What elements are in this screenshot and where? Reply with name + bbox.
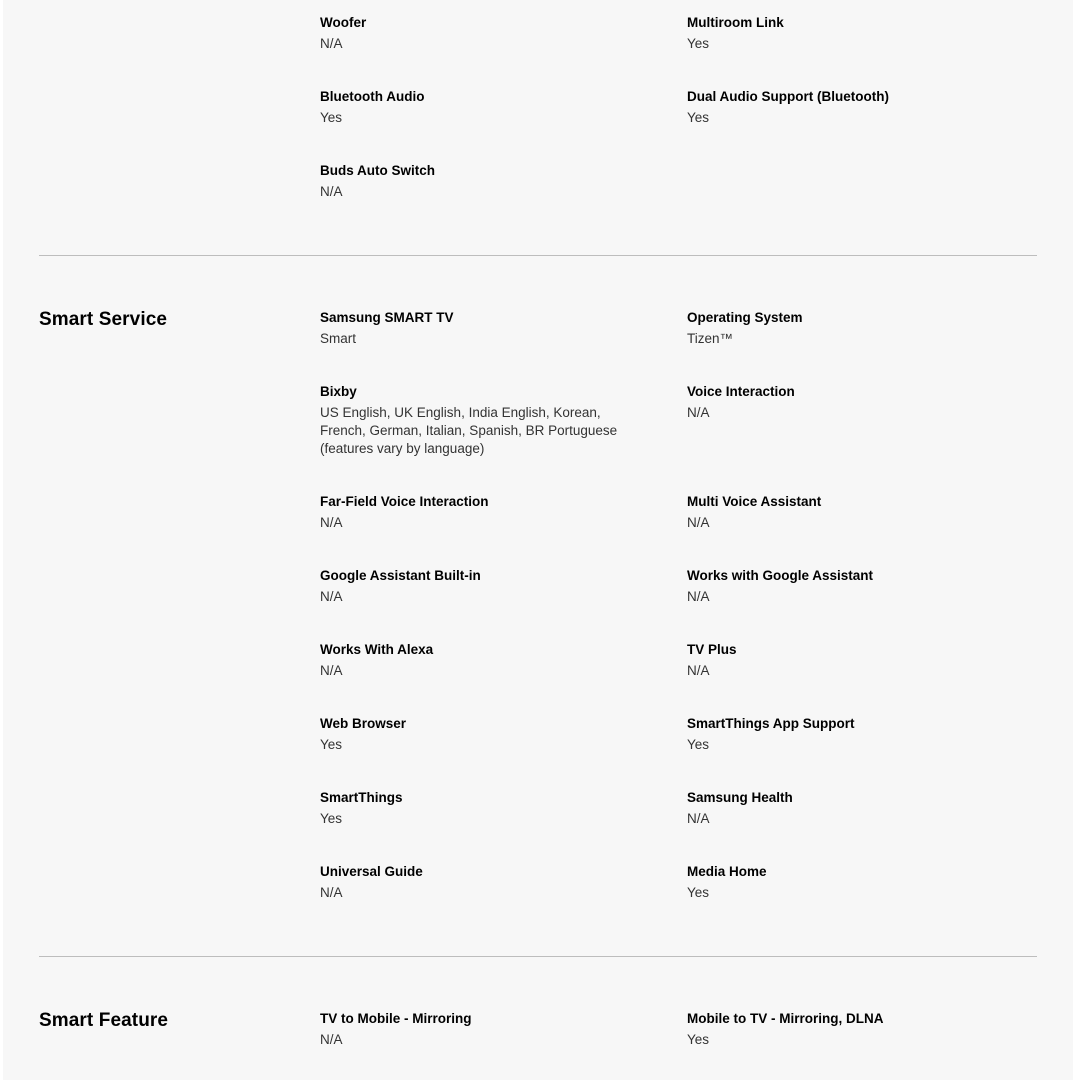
spec-smartthings [320, 789, 650, 828]
spec-tv-to-mobile-mirroring [320, 1010, 650, 1049]
spec-woofer [320, 14, 650, 53]
spec-label: Works with Google Assistant [687, 568, 874, 583]
spec-multiroom-link [687, 14, 1017, 53]
spec-value: N/A [320, 1032, 343, 1047]
spec-label: Bixby [320, 384, 357, 399]
spec-works-with-google-assistant [687, 567, 1017, 606]
spec-label: Works With Alexa [320, 642, 434, 657]
spec-label: SmartThings [320, 790, 403, 805]
spec-label: Web Browser [320, 716, 407, 731]
spec-bixby [320, 383, 650, 458]
spec-label: Universal Guide [320, 864, 423, 879]
spec-value: Yes [320, 110, 343, 125]
spec-label: TV Plus [687, 642, 737, 657]
spec-value: N/A [320, 885, 343, 900]
spec-value: Yes [687, 1032, 710, 1047]
spec-value: Yes [320, 811, 343, 826]
spec-label: Media Home [687, 864, 767, 879]
spec-label: Samsung SMART TV [320, 310, 454, 325]
spec-label: Operating System [687, 310, 803, 325]
section-title-smart-feature: Smart Feature [39, 1010, 169, 1031]
spec-label: Multi Voice Assistant [687, 494, 822, 509]
spec-far-field-voice-interaction [320, 493, 650, 532]
spec-label: Far-Field Voice Interaction [320, 494, 489, 509]
spec-label: Samsung Health [687, 790, 793, 805]
spec-bluetooth-audio [320, 88, 650, 127]
spec-value: N/A [320, 36, 343, 51]
spec-value: N/A [687, 811, 710, 826]
spec-page [3, 0, 1073, 1080]
spec-universal-guide [320, 863, 650, 902]
spec-label: TV to Mobile - Mirroring [320, 1011, 472, 1026]
section-title-smart-service: Smart Service [39, 309, 168, 330]
spec-value: Smart [320, 331, 357, 346]
spec-samsung-smart-tv [320, 309, 650, 348]
spec-value: Yes [687, 36, 710, 51]
spec-web-browser [320, 715, 650, 754]
spec-label: SmartThings App Support [687, 716, 855, 731]
spec-mobile-to-tv-mirroring-dlna [687, 1010, 1017, 1049]
section-divider [39, 956, 1037, 957]
spec-label: Bluetooth Audio [320, 89, 425, 104]
spec-value: Yes [687, 885, 710, 900]
spec-operating-system [687, 309, 1017, 348]
spec-value: Yes [320, 737, 343, 752]
spec-value: US English, UK English, India English, Korean, French, German, Italian, Spanish, BR Portuguese (features vary by language) [320, 405, 618, 456]
spec-label: Google Assistant Built-in [320, 568, 481, 583]
spec-label: Multiroom Link [687, 15, 784, 30]
spec-media-home [687, 863, 1017, 902]
spec-value: N/A [320, 184, 343, 199]
spec-value: N/A [687, 589, 710, 604]
spec-works-with-alexa [320, 641, 650, 680]
spec-value: N/A [320, 589, 343, 604]
spec-label: Buds Auto Switch [320, 163, 435, 178]
spec-value: Yes [687, 737, 710, 752]
spec-multi-voice-assistant [687, 493, 1017, 532]
spec-label: Dual Audio Support (Bluetooth) [687, 89, 889, 104]
spec-buds-auto-switch [320, 162, 650, 201]
spec-value: Tizen™ [687, 331, 734, 346]
spec-value: N/A [687, 515, 710, 530]
spec-tv-plus [687, 641, 1017, 680]
spec-value: N/A [320, 663, 343, 678]
spec-samsung-health [687, 789, 1017, 828]
spec-voice-interaction [687, 383, 1017, 422]
spec-value: N/A [687, 405, 710, 420]
spec-value: Yes [687, 110, 710, 125]
spec-dual-audio-support [687, 88, 1017, 127]
spec-google-assistant-built-in [320, 567, 650, 606]
spec-label: Woofer [320, 15, 367, 30]
spec-value: N/A [320, 515, 343, 530]
spec-smartthings-app-support [687, 715, 1017, 754]
section-divider [39, 255, 1037, 256]
spec-value: N/A [687, 663, 710, 678]
spec-label: Voice Interaction [687, 384, 795, 399]
spec-label: Mobile to TV - Mirroring, DLNA [687, 1011, 884, 1026]
